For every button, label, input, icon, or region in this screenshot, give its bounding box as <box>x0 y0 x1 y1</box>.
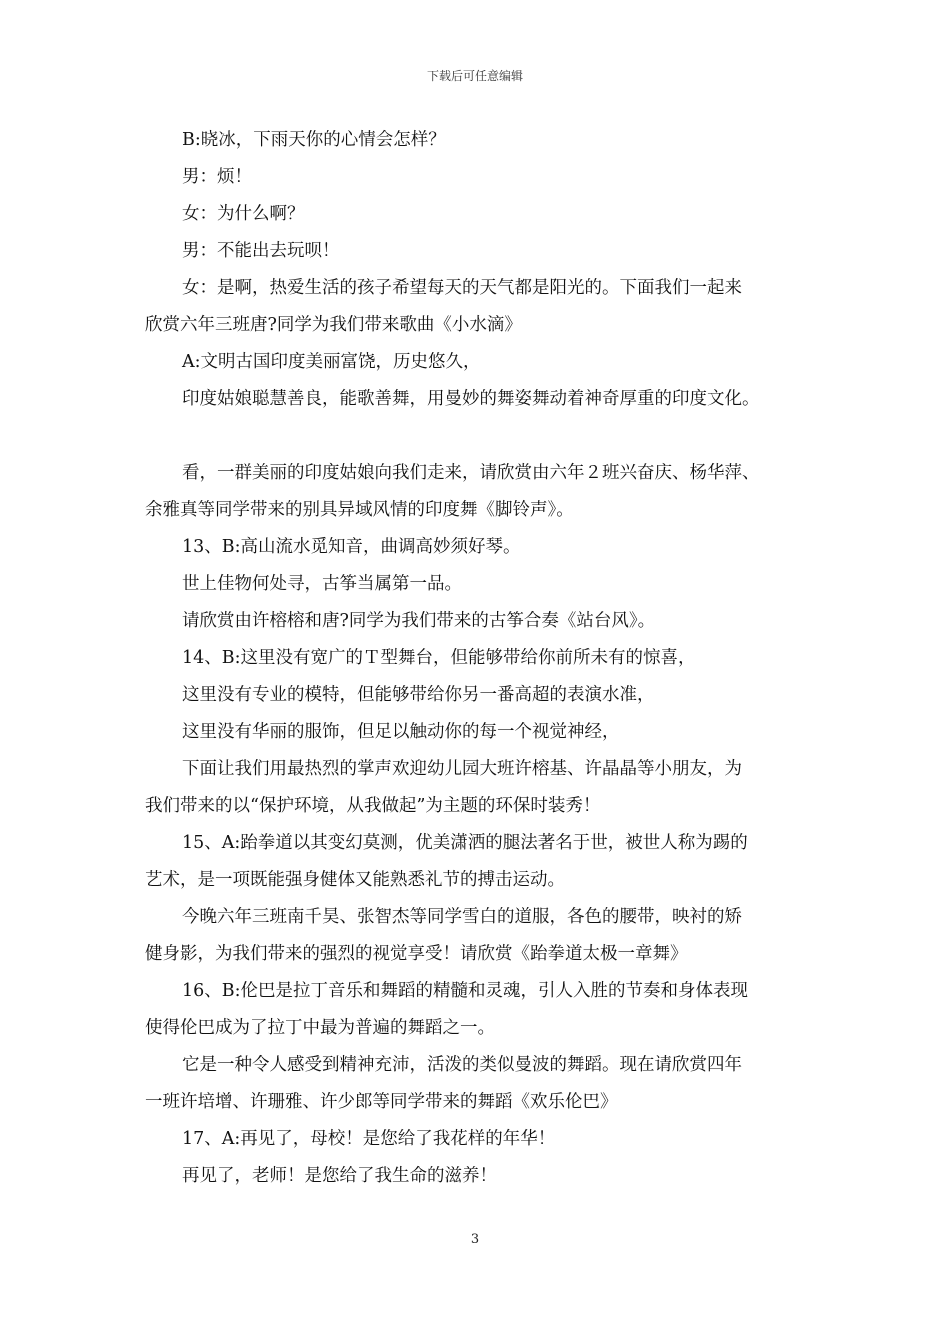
paragraph-line: 这里没有华丽的服饰，但足以触动你的每一个视觉神经， <box>182 722 620 742</box>
paragraph-line: 男：烦！ <box>182 167 252 187</box>
paragraph-line: 17、A:再见了，母校！是您给了我花样的年华！ <box>182 1129 556 1149</box>
paragraph-line: 健身影，为我们带来的强烈的视觉享受！请欣赏《跆拳道太极一章舞》 <box>145 944 688 964</box>
paragraph-gap <box>145 418 815 455</box>
paragraph-line: 13、B:高山流水觅知音，曲调高妙须好琴。 <box>182 537 521 557</box>
paragraph-line: 再见了，老师！是您给了我生命的滋养！ <box>182 1166 497 1186</box>
paragraph-line: 14、B:这里没有宽广的Ｔ型舞台，但能够带给你前所未有的惊喜， <box>182 648 696 668</box>
paragraph-line: B:晓冰，下雨天你的心情会怎样？ <box>182 130 446 150</box>
paragraph-line: 男：不能出去玩呗！ <box>182 241 340 261</box>
paragraph-line: 印度姑娘聪慧善良，能歌善舞，用曼妙的舞姿舞动着神奇厚重的印度文化。 <box>182 389 760 409</box>
paragraph-line: 请欣赏由许榕榕和唐?同学为我们带来的古筝合奏《站台风》。 <box>182 611 656 631</box>
paragraph-line: 欣赏六年三班唐?同学为我们带来歌曲《小水滴》 <box>145 315 522 335</box>
paragraph-line: 它是一种令人感受到精神充沛，活泼的类似曼波的舞蹈。现在请欣赏四年 <box>182 1055 742 1075</box>
paragraph-line: A:文明古国印度美丽富饶，历史悠久， <box>182 352 481 372</box>
page-header: 下载后可任意编辑 <box>426 69 523 83</box>
paragraph-line: 使得伦巴成为了拉丁中最为普遍的舞蹈之一。 <box>145 1018 495 1038</box>
paragraph-line: 世上佳物何处寻，古筝当属第一品。 <box>182 574 462 594</box>
paragraph-line: 看，一群美丽的印度姑娘向我们走来，请欣赏由六年２班兴奋庆、杨华萍、 <box>182 463 760 483</box>
paragraph-line: 下面让我们用最热烈的掌声欢迎幼儿园大班许榕基、许晶晶等小朋友，为 <box>182 759 742 779</box>
paragraph-line: 今晚六年三班南千昊、张智杰等同学雪白的道服，各色的腰带，映衬的矫 <box>182 907 742 927</box>
document-body <box>145 122 815 1195</box>
paragraph-line: 15、A:跆拳道以其变幻莫测，优美潇洒的腿法著名于世，被世人称为踢的 <box>182 833 748 853</box>
paragraph-line: 女：为什么啊？ <box>182 204 305 224</box>
paragraph-line: 我们带来的以“保护环境，从我做起”为主题的环保时装秀！ <box>145 796 601 816</box>
paragraph-line: 女：是啊，热爱生活的孩子希望每天的天气都是阳光的。下面我们一起来 <box>182 278 742 298</box>
paragraph-line: 一班许培增、许珊雅、许少郎等同学带来的舞蹈《欢乐伦巴》 <box>145 1092 618 1112</box>
page-number: 3 <box>470 1232 480 1247</box>
paragraph-line: 余雅真等同学带来的别具异域风情的印度舞《脚铃声》。 <box>145 500 574 520</box>
paragraph-line: 艺术，是一项既能强身健体又能熟悉礼节的搏击运动。 <box>145 870 565 890</box>
paragraph-line: 这里没有专业的模特，但能够带给你另一番高超的表演水准， <box>182 685 655 705</box>
paragraph-line: 16、B:伦巴是拉丁音乐和舞蹈的精髓和灵魂，引人入胜的节奏和身体表现 <box>182 981 749 1001</box>
